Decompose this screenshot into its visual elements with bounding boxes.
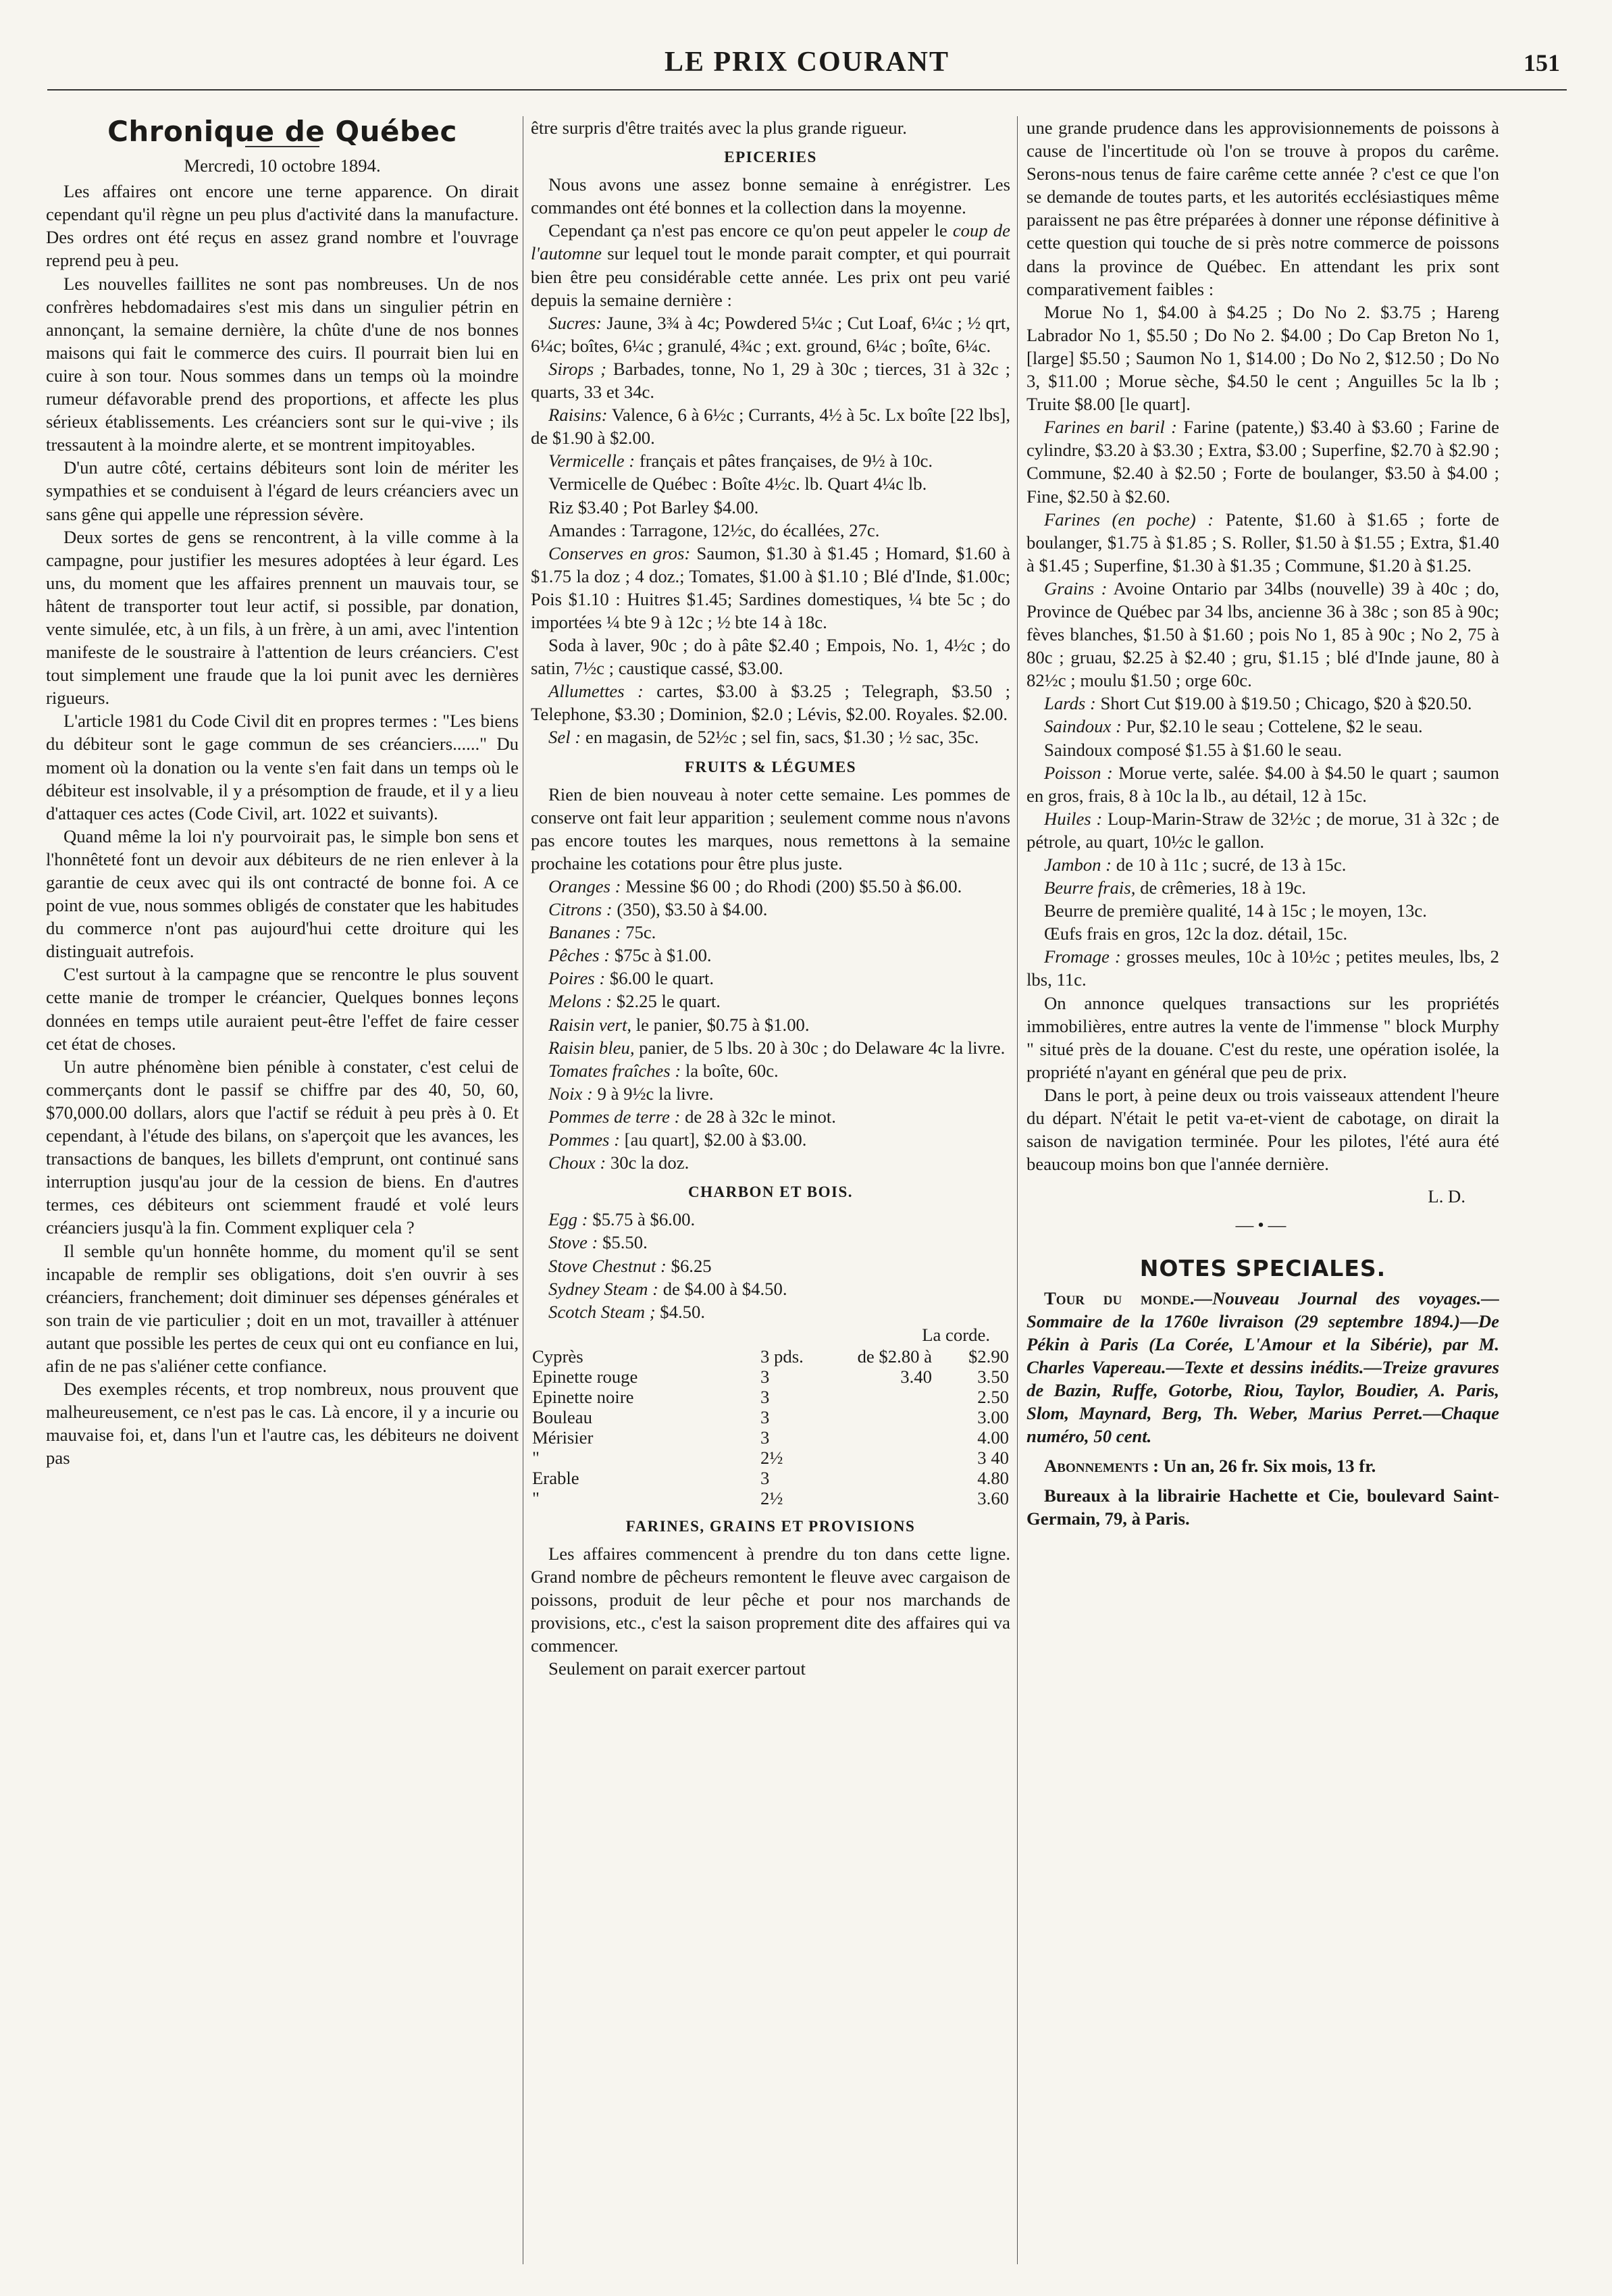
table-cell: 3.00 — [977, 1406, 1009, 1427]
price-item — [531, 403, 1010, 449]
table-row — [531, 1387, 1010, 1407]
price-item-text: $75c à $1.00. — [610, 945, 712, 966]
table-cell: 3.50 — [977, 1366, 1009, 1387]
paragraph: C'est surtout à la campagne que se rencontre le plus souvent cette manie de tromper le créancier, Quelques bonnes leçons données en temps utile auraient peut-être l'effet de faire cesser cet état de choses. — [46, 964, 519, 1054]
price-item — [1026, 807, 1499, 853]
table-row — [531, 1468, 1010, 1488]
price-item-text: Saindoux composé $1.55 à $1.60 le seau. — [1044, 739, 1343, 760]
price-item — [1026, 738, 1499, 761]
price-list-fruits — [531, 875, 1010, 1174]
table-cell: de $2.80 à — [857, 1346, 932, 1367]
price-item — [531, 898, 1010, 921]
price-item-text: $6.00 le quart. — [605, 968, 714, 989]
paragraph: Deux sortes de gens se rencontrent, à la ville comme à la campagne, pour justifier les mesures adoptées à leur égard. Les uns, du moment que les affaires prennent un mauvais tour, se hâtent de transporter tout leur actif, si possible, par donation, vente simulée, etc, à un fils, à un frère, à un ami, avec l'intention manifeste de le soustraire à l'attention de leurs créanciers. C'est tout simplement une fraude que la loi punit avec les dernières rigueurs. — [46, 526, 519, 709]
price-list-epiceries — [531, 311, 1010, 749]
price-item — [531, 990, 1010, 1013]
paragraph: Morue No 1, $4.00 à $4.25 ; Do No 2. $3.75 ; Hareng Labrador No 1, $5.50 ; Do No 2. $4.00 ; Do Cap Breton No 1, [large] $5.50 ; Saumon No 1, $14.00 ; Do No 2, $12.50 ; Do No 3, $11.00 ; Morue sèche, $4.50 le cent ; Anguilles 5c la lb ; Truite $8.00 [le quart]. — [1026, 301, 1499, 415]
price-item-text: $5.50. — [598, 1232, 648, 1253]
page-header — [47, 32, 1567, 95]
column-3 — [1026, 116, 1499, 2244]
price-item-label: Jambon : — [1044, 854, 1112, 875]
paragraph: Des exemples récents, et trop nombreux, nous prouvent que malheureusement, ce n'est pas le cas. Là encore, il y a incurie ou mauvaise foi, et, dans l'un et l'autre cas, les débiteurs ne doivent pas — [46, 1379, 519, 1469]
notes-heading: NOTES SPECIALES. — [1139, 1254, 1386, 1281]
price-item-text: Farine (patente,) $3.40 à $3.60 ; Farine de cylindre, $3.20 à $3.30 ; Extra, $3.00 ; Superfine, $2.70 à $2.90 ; Commune, $2.40 à $2.50 ; Forte de boulanger, $3.50 à $4.00 ; Fine, $2.50 à $2.60. — [1026, 417, 1499, 507]
continued-text: une grande prudence dans les approvisionnements de poissons à cause de l'incertitude où l'on se trouve à propos du carême. Serons-nous tenus de faire carême cette année ? c'est ce que l'on se demande de toutes parts, et les autorités ecclésiastiques même paraissent ne pas être préparées à donner une réponse définitive à cette question qui touche de si près notre commerce de poissons dans la province de Québec. En attendant les prix sont comparativement faibles : — [1026, 118, 1499, 299]
table-cell: 3 — [760, 1406, 770, 1427]
table-row — [531, 1407, 1010, 1427]
price-item-label: Raisins: — [548, 405, 608, 426]
price-item-text: 75c. — [621, 922, 656, 943]
price-item-label: Tomates fraîches : — [548, 1060, 681, 1081]
price-item-text: $5.75 à $6.00. — [588, 1209, 696, 1230]
table-row — [531, 1488, 1010, 1508]
table-cell — [836, 1407, 933, 1427]
table-cell — [836, 1448, 933, 1468]
price-item-text: Soda à laver, 90c ; do à pâte $2.40 ; Empois, No. 1, 4½c ; do satin, 7½c ; caustique cassé, $3.00. — [531, 635, 1010, 679]
price-item-label: Citrons : — [548, 899, 613, 920]
section-heading-farines: FARINES, GRAINS ET PROVISIONS — [625, 1517, 916, 1535]
price-item-text: (350), $3.50 à $4.00. — [612, 899, 768, 920]
price-item — [1026, 945, 1499, 991]
table-cell: 3 40 — [977, 1447, 1009, 1468]
table-cell: Epinette rouge — [532, 1366, 638, 1387]
table-cell — [836, 1488, 933, 1508]
price-item-text: Jaune, 3¾ à 4c; Powdered 5¼c ; Cut Loaf, 6¼c ; ½ qrt, 6¼c; boîtes, 6¼c ; granulé, 4¾c ; ext. ground, 6¼c ; boîte, 6¼c. — [531, 312, 1010, 356]
table-cell: 2.50 — [977, 1386, 1009, 1407]
price-item-label: Egg : — [548, 1209, 588, 1230]
section-heading-charbon: CHARBON ET BOIS. — [687, 1183, 854, 1201]
note-item — [1026, 1454, 1499, 1477]
price-item — [531, 1013, 1010, 1036]
price-item — [531, 1300, 1010, 1323]
paragraph: Nous avons une assez bonne semaine à enrégistrer. Les commandes ont été bonnes et la collection dans la moyenne. — [531, 174, 1010, 218]
price-item-label: Choux : — [548, 1152, 606, 1173]
paragraph: Quand même la loi n'y pourvoirait pas, le simple bon sens et l'honnêteté font un devoir aux débiteurs de ne rien enlever à la garantie de ceux avec qui ils ont contracté de bonne foi. A ce point de vue, nous sommes obligés de constater que les habitudes du commerce n'ont pas aujourd'hui cette droiture qui les distinguait autrefois. — [46, 825, 519, 962]
signature: L. D. — [1428, 1186, 1465, 1207]
price-item-label: Sucres: — [548, 312, 602, 333]
price-item-label: Pêches : — [548, 945, 610, 966]
note-text: Bureaux à la librairie Hachette et Cie, boulevard Saint-Germain, 79, à Paris. — [1026, 1485, 1499, 1529]
price-item — [531, 944, 1010, 967]
table-cell: Epinette noire — [532, 1386, 634, 1407]
price-item-text: grosses meules, 10c à 10½c ; petites meules, lbs, 2 lbs, 11c. — [1026, 946, 1499, 990]
price-item-text: en magasin, de 52½c ; sel fin, sacs, $1.30 ; ½ sac, 35c. — [581, 727, 979, 748]
column-1 — [46, 116, 519, 2244]
price-item — [531, 1059, 1010, 1082]
price-item — [1026, 761, 1499, 807]
table-cell: " — [532, 1487, 540, 1508]
price-item — [531, 519, 1010, 542]
price-item-text: Riz $3.40 ; Pot Barley $4.00. — [548, 496, 759, 517]
price-item-label: Stove Chestnut : — [548, 1255, 667, 1276]
note-text: —Nouveau Journal des voyages.—Sommaire de la 1760e livraison (29 septembre 1894.)—De Pékin à Paris (La Corée, L'Amour et la Sibérie), par M. Charles Vapereau.—Texte et dessins inédits.—Treize gravures de Bazin, Ruffe, Gotorbe, Riou, Taylor, Boudier, A. Paris, Slom, Maynard, Berg, Th. Weber, Marius Perret.—Chaque numéro, 50 cent. — [1026, 1287, 1499, 1447]
table-row — [531, 1346, 1010, 1367]
price-item-text: Pur, $2.10 le seau ; Cottelene, $2 le seau. — [1121, 716, 1423, 737]
column-divider — [1017, 116, 1018, 2264]
table-cell: 3 pds. — [760, 1346, 804, 1367]
price-item-text: Barbades, tonne, No 1, 29 à 30c ; tierces, 31 à 32c ; quarts, 33 et 34c. — [531, 358, 1010, 403]
price-item-label: Raisin bleu, — [548, 1037, 635, 1058]
price-item-text: de $4.00 à $4.50. — [658, 1278, 787, 1299]
paragraph: Les nouvelles faillites ne sont pas nombreuses. Un de nos confrères hebdomadaires s'est mis dans un singulier pétrin en annonçant, la semaine dernière, la chûte d'une de nos bonnes maisons qui fait le commerce des cuirs. Il pourrait bien lui en cuire à son tour. Nous sommes dans un temps où la moindre rumeur défavorable prend des proportions, et affecte les plus sérieux établissements. Les créanciers sont sur le qui-vive ; ils tressautent à la moindre alerte, et se montrent impitoyables. — [46, 273, 519, 455]
table-cell: Cyprès — [532, 1346, 583, 1367]
price-item-text: $2.25 le quart. — [612, 991, 721, 1012]
price-item-text: $6.25 — [666, 1255, 712, 1276]
price-item-label: Sydney Steam : — [548, 1278, 659, 1299]
price-item-label: Bananes : — [548, 922, 621, 943]
price-item — [531, 725, 1010, 748]
price-item — [531, 357, 1010, 403]
price-item — [1026, 853, 1499, 876]
table-cell — [836, 1387, 933, 1407]
price-list-provisions — [1026, 415, 1499, 991]
price-item-text: Œufs frais en gros, 12c la doz. détail, 15c. — [1044, 923, 1348, 944]
table-cell: 4.80 — [977, 1467, 1009, 1488]
price-item — [531, 875, 1010, 898]
price-item-label: Fromage : — [1044, 946, 1121, 967]
price-item — [531, 542, 1010, 634]
price-item — [1026, 508, 1499, 577]
article-date: Mercredi, 10 octobre 1894. — [184, 155, 381, 176]
table-row — [531, 1448, 1010, 1468]
table-cell: $2.90 — [968, 1346, 1009, 1367]
table-cell: Bouleau — [532, 1406, 592, 1427]
price-item — [1026, 899, 1499, 922]
price-item — [531, 1151, 1010, 1174]
note-lead: Abonnements — [1044, 1456, 1149, 1477]
table-cell: 3 — [760, 1366, 770, 1387]
paragraph: D'un autre côté, certains débiteurs sont loin de mériter les sympathies et se conduisent à l'égard de leurs créanciers avec un sans gêne qui appelle une répression sévère. — [46, 457, 519, 524]
price-item-text: Saumon, $1.30 à $1.45 ; Homard, $1.60 à $1.75 la doz ; 4 doz.; Tomates, $1.00 à $1.10 ; Blé d'Inde, $1.00c; Pois $1.10 : Huitres $1.45; Sardines domestiques, ¼ bte 5c ; do importées ¼ bte 9 à 12c ; ½ bte 14 à 18c. — [531, 542, 1010, 632]
price-item — [531, 1208, 1010, 1231]
price-item — [1026, 922, 1499, 945]
price-item-text: de 28 à 32c le minot. — [680, 1106, 836, 1127]
price-item — [1026, 692, 1499, 715]
paragraph: Seulement on parait exercer partout — [548, 1658, 806, 1679]
journal-title: LE PRIX COURANT — [664, 47, 950, 78]
price-item-label: Farines (en poche) : — [1044, 509, 1214, 530]
table-cell: 3 — [760, 1386, 770, 1407]
table-cell: 3 — [760, 1467, 770, 1488]
price-item — [531, 1036, 1010, 1059]
price-item-text: la boîte, 60c. — [681, 1060, 779, 1081]
text-run-italic: coup de l'automne — [531, 220, 1010, 264]
price-item-label: Scotch Steam ; — [548, 1301, 656, 1322]
price-item — [1026, 715, 1499, 738]
paragraph — [531, 219, 1010, 311]
notes-list — [1026, 1287, 1499, 1531]
article-heading: Chronique de Québec — [107, 116, 457, 148]
ornament-divider: —•— — [1235, 1215, 1291, 1235]
table-cell: 3.40 — [900, 1366, 932, 1387]
price-item-label: Sirops ; — [548, 358, 606, 379]
price-item — [531, 1254, 1010, 1277]
price-item-label: Huiles : — [1044, 808, 1103, 829]
paragraph: Un autre phénomène bien pénible à constater, c'est celui de commerçants dont le passif se chiffre par des 40, 50, 60, $70,000.00 dollars, alors que l'actif se réduit à peu près à 0. Et cependant, à l'étude des bilans, on s'aperçoit que les avances, les transactions de banques, les billets d'emprunt, ont continué sans interruption jusqu'au jour de la cession de biens. En d'autres termes, ces débiteurs ont sciemment fraudé et volé leurs créanciers jusqu'à la fin. Comment expliquer cela ? — [46, 1056, 519, 1238]
paragraph: Les affaires commencent à prendre du ton dans cette ligne. Grand nombre de pêcheurs remontent le fleuve avec cargaison de poissons, produit de leur pêche et pour nos marchands de provisions, etc., c'est la saison proprement dite des affaires qui va commencer. — [531, 1543, 1010, 1656]
table-cell: Erable — [532, 1467, 579, 1488]
price-item-label: Poires : — [548, 968, 606, 989]
paragraph: Il semble qu'un honnête homme, du moment qu'il se sent incapable de remplir ses obligations, doit s'en ouvrir à ses créanciers, franchement; doit diminuer ses dépenses générales et son train de vie particulier ; doit en un mot, travailler à atténuer autant que possible les pertes de ceux qui ont eu confiance en lui, afin de ne pas s'aliéner cette confiance. — [46, 1240, 519, 1376]
price-item-text: Vermicelle de Québec : Boîte 4½c. lb. Quart 4¼c lb. — [548, 474, 927, 494]
price-item-label: Grains : — [1044, 578, 1108, 598]
paragraph: L'article 1981 du Code Civil dit en propres termes : "Les biens du débiteur sont le gage commun de ses créanciers......" Du moment où la donation ou la vente s'en fait dans un temps où le débiteur est insolvable, il y a présomption de fraude, et il y a lieu d'attaquer ces actes (Code Civil, art. 1022 et suivants). — [46, 711, 519, 823]
price-item-label: Pommes : — [548, 1129, 620, 1150]
price-item-label: Raisin vert, — [548, 1014, 632, 1035]
price-item-label: Conserves en gros: — [548, 542, 691, 563]
price-item — [531, 311, 1010, 357]
price-item-text: Valence, 6 à 6½c ; Currants, 4½ à 5c. Lx boîte [22 lbs], de $1.90 à $2.00. — [531, 405, 1010, 449]
price-item — [531, 634, 1010, 680]
text-run: Cependant ça n'est pas encore ce qu'on peut appeler le — [548, 220, 953, 241]
price-item-label: Sel : — [548, 727, 581, 748]
header-rule — [47, 89, 1567, 91]
price-item — [531, 1231, 1010, 1254]
price-item — [531, 1105, 1010, 1128]
price-item-text: 30c la doz. — [606, 1152, 690, 1173]
table-cell: 2½ — [760, 1487, 783, 1508]
price-item-text: Short Cut $19.00 à $19.50 ; Chicago, $20 à $20.50. — [1095, 693, 1472, 714]
price-item-text: $4.50. — [655, 1301, 705, 1322]
price-item-text: Patente, $1.60 à $1.65 ; forte de boulanger, $1.75 à $1.85 ; S. Roller, $1.50 à $1.55 ; Extra, $1.40 à $1.45 ; Superfine, $1.30 à $1.35 ; Commune, $1.20 à $1.25. — [1026, 509, 1499, 576]
price-item-label: Vermicelle : — [548, 451, 635, 471]
price-item-text: cartes, $3.00 à $3.25 ; Telegraph, $3.50 ; Telephone, $3.30 ; Dominion, $2.0 ; Lévis, $2.00. Royales. $2.00. — [531, 681, 1010, 725]
article-body — [46, 180, 519, 1469]
column-2 — [531, 116, 1010, 2244]
price-item-label: Lards : — [1044, 693, 1096, 714]
price-item — [1026, 577, 1499, 692]
table-cell: 3.60 — [977, 1487, 1009, 1508]
text-run: sur lequel tout le monde parait compter, et qui pourrait bien être peu considérable cette année. Les prix ont peu varié depuis la semaine dernière : — [531, 243, 1010, 310]
price-item — [1026, 415, 1499, 507]
price-item — [531, 680, 1010, 725]
table-cell: 2½ — [760, 1447, 783, 1468]
price-item-label: Noix : — [548, 1083, 593, 1104]
price-item-text: [au quart], $2.00 à $3.00. — [619, 1129, 807, 1150]
price-item-text: Beurre de première qualité, 14 à 15c ; le moyen, 13c. — [1044, 900, 1427, 921]
price-item-label: Melons : — [548, 991, 613, 1012]
paragraph: Rien de bien nouveau à noter cette semaine. Les pommes de conserve ont fait leur apparition ; seulement comme nous n'avons pas encore toutes les marques, nous remettons à la semaine prochaine les cotations pour être plus juste. — [531, 784, 1010, 873]
wood-price-table — [531, 1346, 1010, 1508]
price-item — [531, 967, 1010, 990]
price-item-label: Allumettes : — [548, 681, 644, 702]
price-item-text: de crêmeries, 18 à 19c. — [1135, 877, 1307, 898]
price-item-text: Avoine Ontario par 34lbs (nouvelle) 39 à 40c ; do, Province de Québec par 34 lbs, ancienne 36 à 38c ; son 85 à 90c; fèves blanches, $1.50 à $1.60 ; pois No 1, 85 à 90c ; No 2, 75 à 80c ; gruau, $2.25 à $2.40 ; gru, $1.15 ; blé d'Inde jaune, 80 à 82½c ; moulu $1.50 ; orge 60c. — [1026, 578, 1499, 691]
price-item — [531, 472, 1010, 495]
price-item-label: Oranges : — [548, 876, 621, 896]
table-row — [531, 1427, 1010, 1448]
price-item-text: français et pâtes françaises, de 9½ à 10c. — [635, 451, 933, 471]
paragraph: Dans le port, à peine deux ou trois vaisseaux attendent l'heure du départ. N'était le petit va-et-vient de cabotage, on dirait la saison de navigation terminée. Pour les pilotes, l'été aura été beaucoup moins bon que l'année dernière. — [1026, 1084, 1499, 1175]
price-item — [531, 1128, 1010, 1151]
table-cell: 3 — [760, 1427, 770, 1448]
price-item — [531, 1082, 1010, 1105]
price-item-text: de 10 à 11c ; sucré, de 13 à 15c. — [1112, 854, 1347, 875]
price-item-label: Pommes de terre : — [548, 1106, 681, 1127]
note-text: : Un an, 26 fr. Six mois, 13 fr. — [1148, 1456, 1376, 1477]
price-item-text: Amandes : Tarragone, 12½c, do écallées, 27c. — [548, 519, 880, 540]
note-item — [1026, 1484, 1499, 1530]
price-list-charbon — [531, 1208, 1010, 1323]
section-heading-epiceries: EPICERIES — [724, 149, 817, 166]
continued-text: être surpris d'être traités avec la plus grande rigueur. — [531, 118, 907, 138]
price-item-text: Messine $6 00 ; do Rhodi (200) $5.50 à $6.00. — [621, 876, 962, 896]
price-item-label: Beurre frais, — [1044, 877, 1136, 898]
price-item — [531, 1277, 1010, 1300]
table-cell: 4.00 — [977, 1427, 1009, 1448]
note-lead: Tour du monde. — [1044, 1287, 1195, 1308]
price-item — [531, 921, 1010, 944]
table-cell: Mérisier — [532, 1427, 594, 1448]
price-item-label: Saindoux : — [1044, 716, 1122, 737]
price-item-text: panier, de 5 lbs. 20 à 30c ; do Delaware 4c la livre. — [634, 1037, 1006, 1058]
price-item — [531, 449, 1010, 472]
note-item — [1026, 1287, 1499, 1448]
price-item-label: Farines en baril : — [1044, 417, 1177, 438]
section-heading-fruits: FRUITS & LÉGUMES — [684, 758, 857, 775]
table-cell — [836, 1427, 933, 1448]
table-cell — [836, 1468, 933, 1488]
page-number: 151 — [1524, 49, 1560, 76]
price-item-text: 9 à 9½c la livre. — [592, 1083, 714, 1104]
price-item-text: Morue verte, salée. $4.00 à $4.50 le quart ; saumon en gros, frais, 8 à 10c la lb., au détail, 12 à 15c. — [1026, 762, 1499, 806]
table-cell: " — [532, 1447, 540, 1468]
price-item-text: le panier, $0.75 à $1.00. — [631, 1014, 810, 1035]
price-item-label: Stove : — [548, 1232, 598, 1253]
paragraph: On annonce quelques transactions sur les propriétés immobilières, entre autres la vente de l'immense " block Murphy " situé près de la douane. C'est du reste, une opération isolée, la propriété n'ayant en général que peu de prix. — [1026, 992, 1499, 1082]
corde-label: La corde. — [922, 1324, 990, 1345]
price-item — [531, 496, 1010, 519]
table-row — [531, 1367, 1010, 1387]
price-item-text: Loup-Marin-Straw de 32½c ; de morue, 31 à 32c ; de pétrole, au quart, 10½c le gallon. — [1026, 808, 1499, 852]
price-item-label: Poisson : — [1044, 762, 1113, 783]
paragraph: Les affaires ont encore une terne apparence. On dirait cependant qu'il règne un peu plus d'activité dans la manufacture. Des ordres ont été reçus en assez grand nombre et l'ouvrage reprend peu à peu. — [46, 181, 519, 271]
price-item — [1026, 876, 1499, 899]
